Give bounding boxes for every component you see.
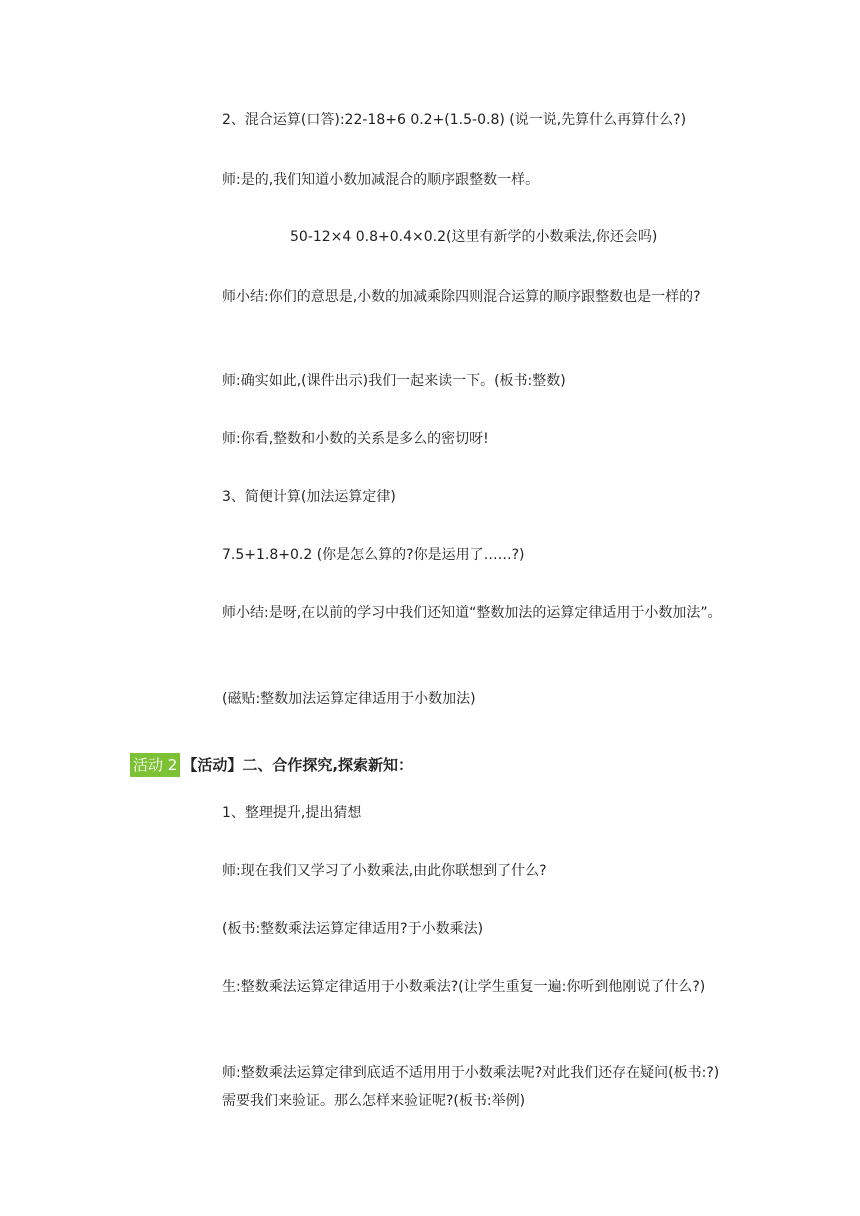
- paragraph-mixed-operations: 2、混合运算(口答):22-18+6 0.2+(1.5-0.8) (说一说,先算什么再算什么?): [222, 112, 687, 128]
- activity-tag: 活动 2: [130, 753, 180, 777]
- paragraph-addition-example: 7.5+1.8+0.2 (你是怎么算的?你是运用了……?): [222, 547, 525, 563]
- paragraph-magnet-note: (磁贴:整数加法运算定律适用于小数加法): [222, 691, 476, 707]
- paragraph-teacher-read: 师:确实如此,(课件出示)我们一起来读一下。(板书:整数): [222, 373, 566, 389]
- paragraph-teacher-summary-2: 师小结:是呀,在以前的学习中我们还知道“整数加法的运算定律适用于小数加法”。: [222, 605, 722, 621]
- paragraph-simple-calculation: 3、简便计算(加法运算定律): [222, 489, 396, 505]
- paragraph-board-writing: (板书:整数乘法运算定律适用?于小数乘法): [222, 921, 484, 937]
- paragraph-teacher-summary-1: 师小结:你们的意思是,小数的加减乘除四则混合运算的顺序跟整数也是一样的?: [222, 289, 701, 305]
- paragraph-organize-guess: 1、整理提升,提出猜想: [222, 805, 362, 821]
- paragraph-student-repeat: 生:整数乘法运算定律适用于小数乘法?(让学生重复一遍:你听到他刚说了什么?): [222, 979, 706, 995]
- activity-heading: [130, 751, 413, 779]
- paragraph-teacher-verify: 师:整数乘法运算定律到底适不适用用于小数乘法呢?对此我们还存在疑问(板书:?)需要我们来验证。那么怎样来验证呢?(板书:举例): [222, 1065, 720, 1109]
- activity-title: 【活动】二、合作探究,探索新知：: [182, 756, 414, 774]
- paragraph-teacher-association: 师:现在我们又学习了小数乘法,由此你联想到了什么?: [222, 863, 547, 879]
- paragraph-multiplication-examples: 50-12×4 0.8+0.4×0.2(这里有新学的小数乘法,你还会吗): [290, 229, 658, 245]
- paragraph-teacher-relation: 师:你看,整数和小数的关系是多么的密切呀!: [222, 431, 489, 447]
- paragraph-teacher-order: 师:是的,我们知道小数加减混合的顺序跟整数一样。: [222, 172, 540, 188]
